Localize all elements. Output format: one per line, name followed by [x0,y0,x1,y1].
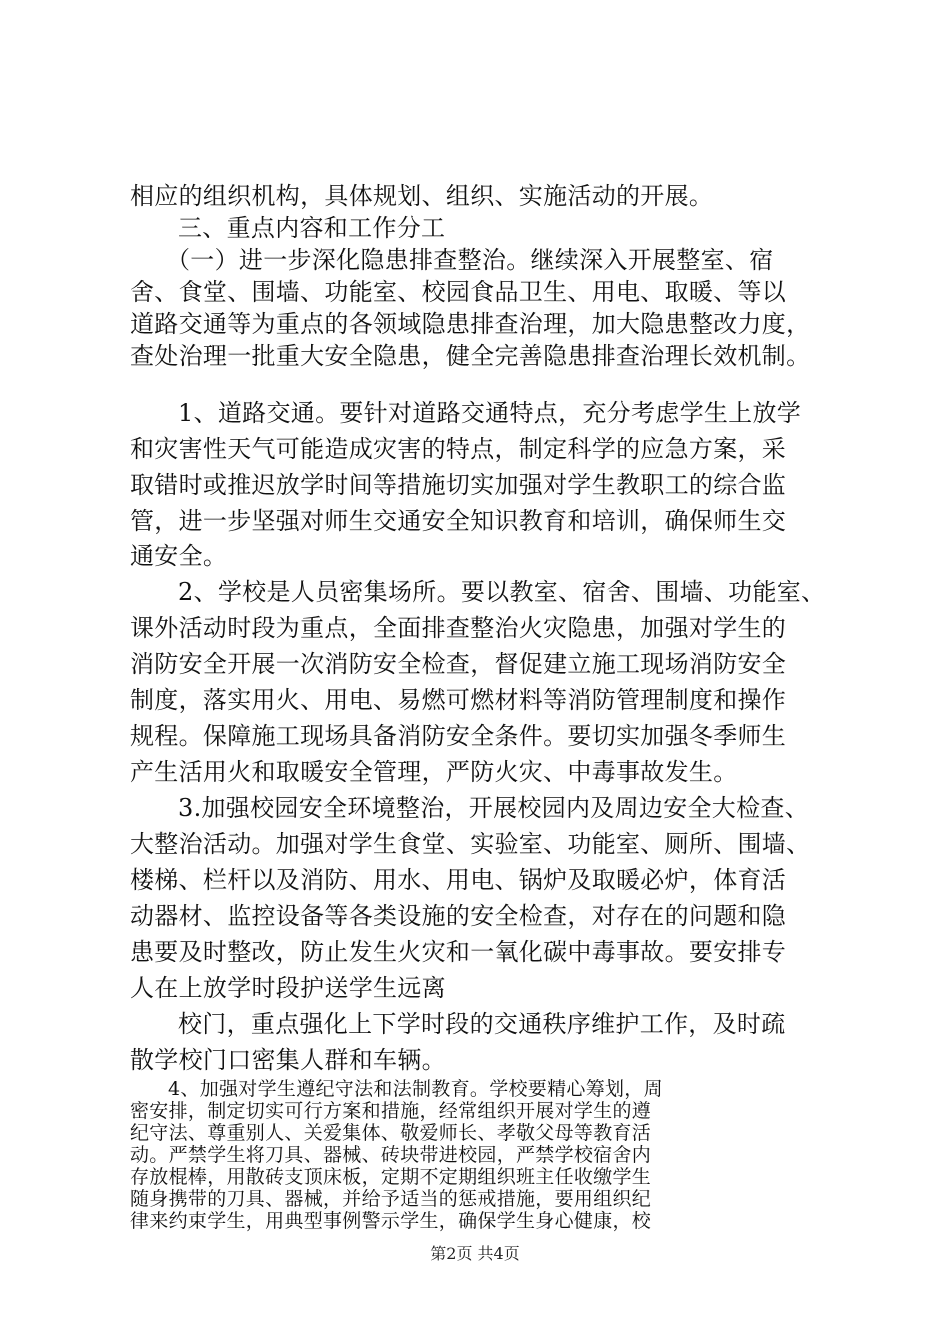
text-line: 1、道路交通。要针对道路交通特点，充分考虑学生上放学 [178,399,802,427]
text-line: 道路交通等为重点的各领域隐患排查治理，加大隐患整改力度， [130,310,811,338]
text-line: 动器材、监控设备等各类设施的安全检查，对存在的问题和隐 [130,902,787,930]
text-line: 管，进一步坚强对师生交通安全知识教育和培训，确保师生交 [130,507,787,535]
text-line: 人在上放学时段护送学生远离 [130,974,446,1002]
text-line: 纪守法、尊重别人、关爱集体、敬爱师长、孝敬父母等教育活 [130,1122,652,1144]
text-line: 律来约束学生，用典型事例警示学生，确保学生身心健康，校 [130,1210,652,1232]
text-line: 动。严禁学生将刀具、器械、砖块带进校园，严禁学校宿舍内 [130,1144,652,1166]
text-line: 和灾害性天气可能造成灾害的特点，制定科学的应急方案，采 [130,435,787,463]
text-line: 消防安全开展一次消防安全检查，督促建立施工现场消防安全 [130,650,787,678]
text-line: 密安排，制定切实可行方案和措施，经常组织开展对学生的遵 [130,1100,652,1122]
text-line: 2、学校是人员密集场所。要以教室、宿舍、围墙、功能室、 [178,578,826,606]
text-line: 楼梯、栏杆以及消防、用水、用电、锅炉及取暖必炉，体育活 [130,866,787,894]
text-line: 存放棍棒，用散砖支顶床板，定期不定期组织班主任收缴学生 [130,1166,652,1188]
page-footer: 第2页 共4页 [430,1244,520,1263]
text-line: 舍、食堂、围墙、功能室、校园食品卫生、用电、取暖、等以 [130,278,787,306]
text-line: 3.加强校园安全环境整治，开展校园内及周边安全大检查、 [178,794,809,822]
text-line: 相应的组织机构，具体规划、组织、实施活动的开展。 [130,182,714,210]
text-line: 随身携带的刀具、器械，并给予适当的惩戒措施，要用组织纪 [130,1188,652,1210]
text-line: 制度，落实用火、用电、易燃可燃材料等消防管理制度和操作 [130,686,787,714]
text-line: 4、加强对学生遵纪守法和法制教育。学校要精心筹划，周 [168,1078,663,1100]
text-line: 大整治活动。加强对学生食堂、实验室、功能室、厕所、围墙、 [130,830,811,858]
text-line: 散学校门口密集人群和车辆。 [130,1046,446,1074]
text-line: 查处治理一批重大安全隐患，健全完善隐患排查治理长效机制。 [130,342,811,370]
text-line: （一）进一步深化隐患排查整治。继续深入开展整室、宿 [166,246,774,274]
text-line: 产生活用火和取暖安全管理，严防火灾、中毒事故发生。 [130,758,738,786]
text-line: 课外活动时段为重点，全面排查整治火灾隐患，加强对学生的 [130,614,787,642]
text-line: 通安全。 [130,542,228,570]
text-line: 患要及时整改，防止发生火灾和一氧化碳中毒事故。要安排专 [130,938,787,966]
text-line: 取错时或推迟放学时间等措施切实加强对学生教职工的综合监 [130,471,787,499]
section-heading: 三、重点内容和工作分工 [178,214,446,242]
text-line: 校门，重点强化上下学时段的交通秩序维护工作，及时疏 [178,1010,786,1038]
text-line: 规程。保障施工现场具备消防安全条件。要切实加强冬季师生 [130,722,787,750]
